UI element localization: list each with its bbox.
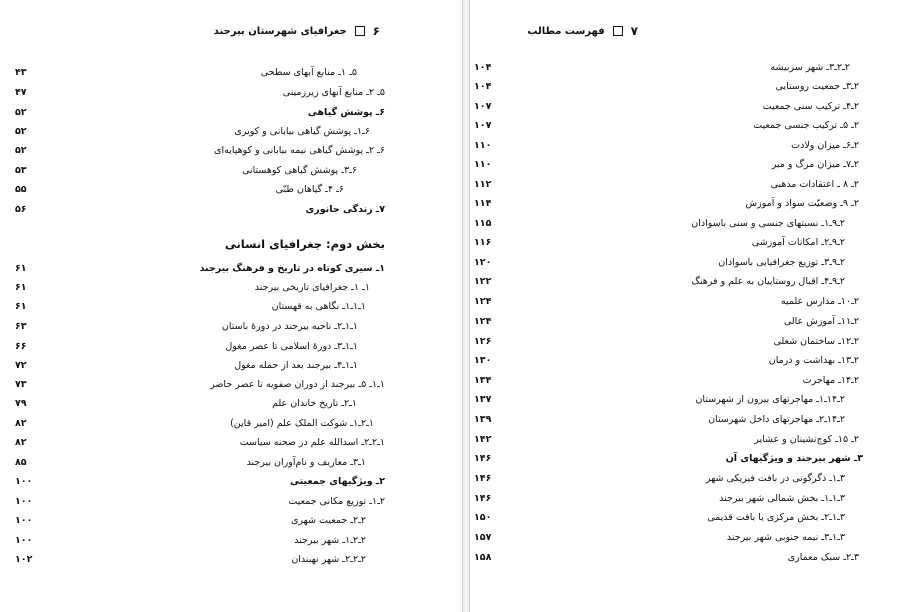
- toc-entry-title: ۶ـ۳ـ پوشش گیاهی کوهستانی: [242, 165, 357, 176]
- toc-entry: [474, 490, 859, 508]
- toc-entry-title: ۱ـ۱ـ۳ـ دورهٔ اسلامی تا عصر مغول: [225, 341, 358, 352]
- toc-entry: [40, 235, 385, 253]
- toc-entry-title: ۲ـ۲ـ جمعیت شهری: [291, 515, 366, 526]
- toc-entry-page-number: ۱۴۲: [474, 434, 492, 445]
- toc-entry: [474, 313, 859, 331]
- toc-entry-page-number: ۱۴۶: [474, 493, 492, 504]
- toc-entry: [15, 357, 385, 375]
- toc-entry: [15, 532, 385, 550]
- book-gutter: [462, 0, 470, 612]
- toc-entry: [15, 493, 385, 511]
- right-page: [470, 0, 910, 612]
- toc-entry-page-number: ۱۱۲: [474, 179, 492, 190]
- toc-entry-title: ۲ـ۱۴ـ مهاجرت: [802, 375, 859, 386]
- toc-entry-title: ۲ـ۱۱ـ آموزش عالی: [783, 316, 859, 327]
- toc-entry-page-number: ۱۲۴: [474, 316, 492, 327]
- toc-entry: [474, 234, 859, 252]
- toc-entry: [15, 454, 385, 472]
- toc-entry-title: ۳ـ۱ـ۱ـ بخش شمالی شهر بیرجند: [719, 493, 845, 504]
- toc-entry: [474, 411, 859, 429]
- toc-entry-page-number: ۱۲۶: [474, 336, 492, 347]
- toc-entry-page-number: ۵۶: [15, 204, 27, 215]
- toc-entry: [474, 137, 859, 155]
- toc-entry: [15, 181, 385, 199]
- toc-entry-page-number: ۴۳: [15, 67, 27, 78]
- toc-entry-title: ۶ـ ۲ـ پوشش گیاهی نیمه بیابانی و کوهپایه‌ای: [214, 145, 385, 156]
- toc-entry: [474, 509, 859, 527]
- toc-entry-title: بخش دوم: جغرافیای انسانی: [224, 237, 385, 251]
- toc-entry-title: ۲ـ ۸ ـ اعتقادات مذهبی: [770, 179, 859, 190]
- toc-entry-title: ۳ـ۱ـ۳ـ نیمه جنوبی شهر بیرجند: [726, 532, 845, 543]
- toc-entry-title: ۳ـ۱ـ۲ـ بخش مرکزی یا بافت قدیمی: [707, 512, 845, 523]
- toc-entry-page-number: ۱۰۰: [15, 515, 33, 526]
- toc-entry-page-number: ۱۰۷: [474, 120, 492, 131]
- toc-entry-title: ۲ـ۳ـ جمعیت روستایی: [775, 81, 859, 92]
- toc-entry-page-number: ۶۱: [15, 301, 27, 312]
- left-page-header: [214, 24, 380, 38]
- toc-entry: [15, 512, 385, 530]
- toc-entry: [15, 64, 385, 82]
- toc-entry: [15, 201, 385, 219]
- toc-entry-title: ۲ـ۹ـ۴ـ اقبال روستاییان به علم و فرهنگ: [691, 276, 845, 287]
- toc-entry: [15, 473, 385, 491]
- toc-entry-page-number: ۱۲۲: [474, 276, 492, 287]
- toc-entry-page-number: ۵۲: [15, 126, 27, 137]
- toc-entry-title: ۲ـ۹ـ۳ـ توزیع جغرافیایی باسوادان: [718, 257, 845, 268]
- toc-entry-page-number: ۱۲۴: [474, 296, 492, 307]
- toc-entry: [474, 215, 859, 233]
- toc-entry-title: ۲ـ۱ـ توزیع مکانی جمعیت: [288, 496, 385, 507]
- toc-entry-title: ۲ـ۲ـ۲ـ شهر نهبندان: [291, 554, 366, 565]
- toc-entry-title: ۱ـ۳ـ معاریف و نام‌آوران بیرجند: [246, 457, 366, 468]
- toc-entry-title: ۲ـ۲ـ۱ـ شهر بیرجند: [294, 535, 366, 546]
- toc-entry-title: ۵ـ ۲ـ منابع آبهای زیرزمینی: [282, 87, 385, 98]
- toc-entry-page-number: ۸۲: [15, 418, 27, 429]
- right-page-header: [527, 24, 638, 38]
- toc-entry-title: ۲ـ۱۴ـ۲ـ مهاجرتهای داخل شهرستان: [708, 414, 845, 425]
- toc-entry-title: ۲ـ ۹ـ وضعیّت سواد و آموزش: [745, 198, 859, 209]
- toc-entry-title: ۳ـ شهر بیرجند و ویژگیهای آن: [725, 453, 863, 464]
- toc-entry: [15, 318, 385, 336]
- toc-entry-page-number: ۵۳: [15, 165, 27, 176]
- toc-entry-page-number: ۱۳۰: [474, 355, 492, 366]
- toc-entry-page-number: ۱۲۰: [474, 257, 492, 268]
- toc-entry-page-number: ۱۰۴: [474, 81, 492, 92]
- toc-entry-title: ۲ـ۴ـ ترکیب سنی جمعیت: [762, 101, 859, 112]
- toc-entry-title: ۲ـ۹ـ۲ـ امکانات آموزشی: [751, 237, 845, 248]
- toc-entry: [474, 78, 859, 96]
- toc-entry-page-number: ۵۲: [15, 107, 27, 118]
- toc-entry: [15, 123, 385, 141]
- left-page-number: ۶: [372, 24, 380, 38]
- toc-entry: [474, 176, 859, 194]
- toc-entry-title: ۳ـ۲ـ سبک معماری: [787, 552, 859, 563]
- toc-entry-page-number: ۱۳۷: [474, 394, 492, 405]
- toc-entry-title: ۱ـ۲ـ تاریخ خاندان علم: [272, 398, 357, 409]
- toc-entry-title: ۷ـ زندگی جانوری: [305, 204, 385, 215]
- toc-entry-title: ۱ـ ۱ـ جغرافیای تاریخی بیرجند: [254, 282, 370, 293]
- toc-entry-title: ۲ـ ۵ـ ترکیب جنسی جمعیت: [753, 120, 859, 131]
- toc-entry-title: ۱ـ سیری کوتاه در تاریخ و فرهنگ بیرجند: [199, 263, 385, 274]
- toc-entry: [15, 142, 385, 160]
- toc-entry-page-number: ۷۳: [15, 379, 27, 390]
- toc-entry-title: ۲ـ۱۴ـ۱ـ مهاجرتهای بیرون از شهرستان: [695, 394, 845, 405]
- toc-entry-page-number: ۱۵۸: [474, 552, 492, 563]
- toc-entry-title: ۲ـ ویژگیهای جمعیتی: [290, 476, 385, 487]
- toc-entry: [474, 156, 859, 174]
- toc-entry-title: ۲ـ۲ـ۳ـ شهر سربیشه: [770, 62, 850, 73]
- toc-entry: [474, 372, 859, 390]
- toc-entry-title: ۶ـ پوشش گیاهی: [307, 107, 385, 118]
- toc-entry-title: ۱ـ۲ـ۲ـ اسدالله علم در صحنه سیاست: [239, 437, 385, 448]
- toc-entry: [474, 333, 859, 351]
- toc-entry: [474, 529, 859, 547]
- left-toc-list: [15, 58, 385, 598]
- toc-entry: [15, 434, 385, 452]
- toc-entry-page-number: ۸۵: [15, 457, 27, 468]
- toc-entry-page-number: ۱۵۷: [474, 532, 492, 543]
- toc-entry-page-number: ۱۱۴: [474, 198, 492, 209]
- toc-entry-page-number: ۵۲: [15, 145, 27, 156]
- toc-entry: [15, 279, 385, 297]
- toc-entry-page-number: ۶۱: [15, 263, 27, 274]
- toc-entry-title: ۱ـ۱ـ۴ـ بیرجند بعد از حمله مغول: [234, 360, 358, 371]
- toc-entry-title: ۲ـ۱۳ـ بهداشت و درمان: [768, 355, 859, 366]
- toc-entry: [474, 431, 859, 449]
- toc-entry-page-number: ۱۴۶: [474, 473, 492, 484]
- toc-entry-title: ۶ـ ۴ـ گیاهان طبّی: [275, 184, 344, 195]
- toc-entry-page-number: ۱۱۰: [474, 159, 492, 170]
- toc-entry-page-number: ۶۱: [15, 282, 27, 293]
- toc-entry-page-number: ۱۱۵: [474, 218, 492, 229]
- toc-entry: [474, 549, 859, 567]
- toc-entry: [474, 59, 859, 77]
- right-toc-list: [474, 58, 863, 598]
- toc-entry-title: ۱ـ۱ـ۱ـ نگاهی به قهستان: [271, 301, 366, 312]
- square-ornament-icon: [355, 26, 365, 36]
- toc-entry-title: ۱ـ۲ـ۱ـ شوکت الملک علم (امیر قاین): [230, 418, 374, 429]
- toc-entry-page-number: ۱۰۰: [15, 496, 33, 507]
- toc-entry-page-number: ۱۳۹: [474, 414, 492, 425]
- right-page-number: ۷: [630, 24, 638, 38]
- right-running-title: فهرست مطالب: [527, 25, 605, 37]
- toc-entry-title: ۳ـ۱ـ دگرگونی در بافت فیزیکی شهر: [705, 473, 845, 484]
- left-running-title: جغرافیای شهرستان بیرجند: [213, 25, 347, 37]
- toc-entry: [15, 415, 385, 433]
- toc-entry: [15, 162, 385, 180]
- toc-entry: [15, 376, 385, 394]
- toc-entry-page-number: ۱۰۰: [15, 476, 33, 487]
- toc-entry-page-number: ۱۰۴: [474, 62, 492, 73]
- toc-entry-title: ۲ـ۱۰ـ مدارس علمیه: [780, 296, 859, 307]
- toc-entry: [15, 395, 385, 413]
- toc-entry-page-number: ۱۰۲: [15, 554, 33, 565]
- toc-entry: [474, 117, 859, 135]
- toc-entry-page-number: ۴۷: [15, 87, 27, 98]
- toc-entry-page-number: ۱۴۶: [474, 453, 492, 464]
- toc-entry-title: ۲ـ۶ـ میزان ولادت: [791, 140, 859, 151]
- square-ornament-icon: [613, 26, 623, 36]
- toc-entry: [15, 551, 385, 569]
- toc-entry: [15, 298, 385, 316]
- toc-entry: [15, 84, 385, 102]
- toc-entry-page-number: ۸۲: [15, 437, 27, 448]
- toc-entry: [474, 195, 859, 213]
- toc-entry-title: ۵ـ ۱ـ منابع آبهای سطحی: [260, 67, 357, 78]
- toc-entry: [474, 273, 859, 291]
- toc-entry-page-number: ۱۰۷: [474, 101, 492, 112]
- toc-entry-page-number: ۵۵: [15, 184, 27, 195]
- toc-entry: [474, 391, 859, 409]
- toc-entry-title: ۱ـ۱ـ ۵ـ بیرجند از دوران صفویه تا عصر حاضر: [210, 379, 385, 390]
- toc-entry: [15, 260, 385, 278]
- toc-entry: [474, 352, 859, 370]
- toc-entry-page-number: ۶۶: [15, 341, 27, 352]
- toc-entry-page-number: ۱۰۰: [15, 535, 33, 546]
- toc-entry: [474, 470, 859, 488]
- toc-entry-page-number: ۷۲: [15, 360, 27, 371]
- toc-entry-title: ۲ـ ۱۵ـ کوچ‌نشینان و عشایر: [754, 434, 859, 445]
- toc-entry: [474, 293, 859, 311]
- toc-entry-page-number: ۱۱۶: [474, 237, 492, 248]
- toc-entry: [474, 98, 859, 116]
- toc-entry-title: ۲ـ۷ـ میزان مرگ و میر: [771, 159, 859, 170]
- toc-entry-title: ۶ـ۱ـ پوشش گیاهی بیابانی و کویری: [234, 126, 370, 137]
- toc-entry: [15, 104, 385, 122]
- toc-entry-title: ۲ـ۹ـ۱ـ نسبتهای جنسی و سنی باسوادان: [691, 218, 845, 229]
- toc-entry: [15, 338, 385, 356]
- toc-entry: [474, 254, 859, 272]
- toc-entry-title: ۱ـ۱ـ۲ـ ناحیه بیرجند در دورهٔ باستان: [221, 321, 358, 332]
- toc-entry-page-number: ۱۳۴: [474, 375, 492, 386]
- toc-entry: [474, 450, 863, 468]
- toc-entry-page-number: ۶۳: [15, 321, 27, 332]
- toc-entry-title: ۲ـ۱۲ـ ساختمان شغلی: [773, 336, 859, 347]
- toc-entry-page-number: ۷۹: [15, 398, 27, 409]
- toc-entry-page-number: ۱۱۰: [474, 140, 492, 151]
- toc-entry-page-number: ۱۵۰: [474, 512, 492, 523]
